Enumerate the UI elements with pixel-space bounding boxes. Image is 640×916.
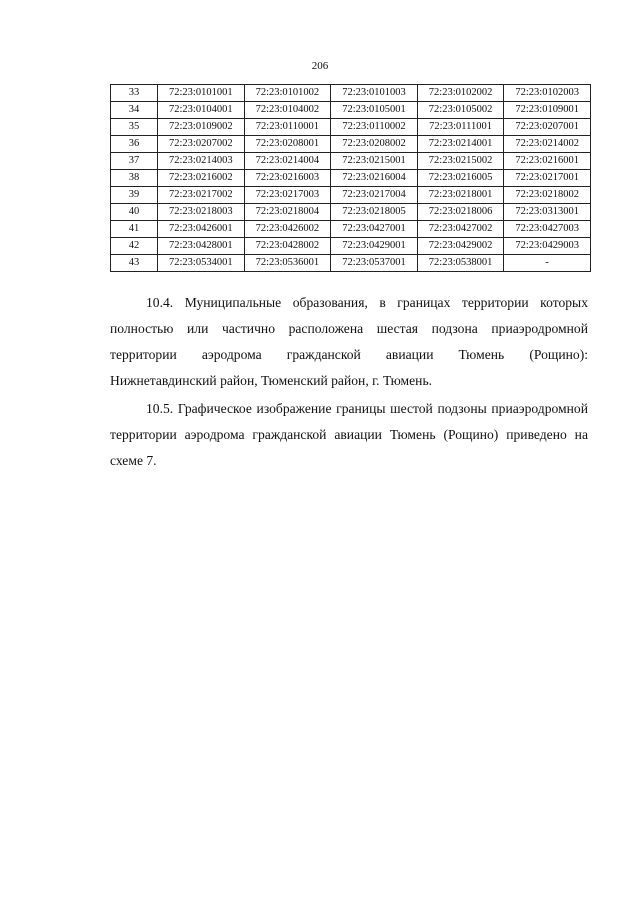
table-row: [111, 187, 591, 204]
cadastral-number-cell: 72:23:0109001: [504, 102, 591, 119]
row-number-cell: 33: [111, 85, 158, 102]
cadastral-number-cell: 72:23:0105002: [417, 102, 504, 119]
cadastral-number-cell: 72:23:0214001: [417, 136, 504, 153]
paragraph-10-4: 10.4. Муниципальные образования, в границах территории которых полностью или частично расположена шестая подзона приаэродромной территории аэродрома гражданской авиации Тюмень (Рощино): Нижнетавдинский район, Тюменский район, г. Тюмень.: [110, 295, 588, 388]
row-number-cell: 38: [111, 170, 158, 187]
cadastral-number-cell: 72:23:0218002: [504, 187, 591, 204]
cadastral-number-cell: 72:23:0426002: [244, 221, 331, 238]
cadastral-number-cell: 72:23:0216003: [244, 170, 331, 187]
table-row: [111, 85, 591, 102]
cadastral-number-cell: 72:23:0208001: [244, 136, 331, 153]
cadastral-number-cell: 72:23:0102003: [504, 85, 591, 102]
cadastral-number-cell: 72:23:0105001: [331, 102, 418, 119]
cadastral-number-cell: 72:23:0218003: [158, 204, 245, 221]
cadastral-number-cell: 72:23:0216005: [417, 170, 504, 187]
cadastral-number-cell: 72:23:0102002: [417, 85, 504, 102]
cadastral-number-cell: -: [504, 255, 591, 272]
cadastral-number-cell: 72:23:0216001: [504, 153, 591, 170]
cadastral-number-cell: 72:23:0214002: [504, 136, 591, 153]
cadastral-number-cell: 72:23:0104002: [244, 102, 331, 119]
table-body: [111, 85, 591, 272]
cadastral-number-cell: 72:23:0215002: [417, 153, 504, 170]
cadastral-number-cell: 72:23:0207002: [158, 136, 245, 153]
cadastral-number-cell: 72:23:0101002: [244, 85, 331, 102]
cadastral-number-cell: 72:23:0427001: [331, 221, 418, 238]
table-row: [111, 136, 591, 153]
cadastral-number-cell: 72:23:0313001: [504, 204, 591, 221]
row-number-cell: 42: [111, 238, 158, 255]
cadastral-number-cell: 72:23:0101003: [331, 85, 418, 102]
row-number-cell: 36: [111, 136, 158, 153]
cadastral-number-cell: 72:23:0104001: [158, 102, 245, 119]
cadastral-number-cell: 72:23:0215001: [331, 153, 418, 170]
cadastral-number-cell: 72:23:0534001: [158, 255, 245, 272]
cadastral-number-cell: 72:23:0208002: [331, 136, 418, 153]
table-row: [111, 119, 591, 136]
cadastral-number-cell: 72:23:0218004: [244, 204, 331, 221]
table-row: [111, 204, 591, 221]
row-number-cell: 34: [111, 102, 158, 119]
cadastral-number-cell: 72:23:0536001: [244, 255, 331, 272]
cadastral-number-cell: 72:23:0537001: [331, 255, 418, 272]
cadastral-number-cell: 72:23:0428001: [158, 238, 245, 255]
cadastral-number-cell: 72:23:0110002: [331, 119, 418, 136]
cadastral-number-cell: 72:23:0218005: [331, 204, 418, 221]
cadastral-number-cell: 72:23:0429002: [417, 238, 504, 255]
table-row: [111, 102, 591, 119]
table-row: [111, 238, 591, 255]
cadastral-number-cell: 72:23:0110001: [244, 119, 331, 136]
row-number-cell: 43: [111, 255, 158, 272]
cadastral-number-cell: 72:23:0207001: [504, 119, 591, 136]
cadastral-number-cell: 72:23:0217003: [244, 187, 331, 204]
cadastral-quarters-table: [110, 84, 591, 272]
paragraph-10-5: 10.5. Графическое изображение границы шестой подзоны приаэродромной территории аэродрома гражданской авиации Тюмень (Рощино) приведено на схеме 7.: [110, 401, 588, 468]
cadastral-number-cell: 72:23:0216004: [331, 170, 418, 187]
cadastral-number-cell: 72:23:0429001: [331, 238, 418, 255]
table-row: [111, 255, 591, 272]
cadastral-number-cell: 72:23:0109002: [158, 119, 245, 136]
cadastral-number-cell: 72:23:0216002: [158, 170, 245, 187]
cadastral-number-cell: 72:23:0538001: [417, 255, 504, 272]
row-number-cell: 41: [111, 221, 158, 238]
cadastral-number-cell: 72:23:0217002: [158, 187, 245, 204]
cadastral-number-cell: 72:23:0428002: [244, 238, 331, 255]
cadastral-number-cell: 72:23:0429003: [504, 238, 591, 255]
row-number-cell: 37: [111, 153, 158, 170]
row-number-cell: 39: [111, 187, 158, 204]
cadastral-number-cell: 72:23:0101001: [158, 85, 245, 102]
cadastral-number-cell: 72:23:0218006: [417, 204, 504, 221]
row-number-cell: 35: [111, 119, 158, 136]
cadastral-number-cell: 72:23:0217001: [504, 170, 591, 187]
cadastral-number-cell: 72:23:0111001: [417, 119, 504, 136]
cadastral-number-cell: 72:23:0427002: [417, 221, 504, 238]
cadastral-number-cell: 72:23:0214004: [244, 153, 331, 170]
cadastral-number-cell: 72:23:0214003: [158, 153, 245, 170]
page-number: 206: [311, 60, 329, 72]
table-row: [111, 170, 591, 187]
cadastral-number-cell: 72:23:0218001: [417, 187, 504, 204]
table-row: [111, 153, 591, 170]
cadastral-number-cell: 72:23:0427003: [504, 221, 591, 238]
cadastral-number-cell: 72:23:0217004: [331, 187, 418, 204]
cadastral-number-cell: 72:23:0426001: [158, 221, 245, 238]
row-number-cell: 40: [111, 204, 158, 221]
table-row: [111, 221, 591, 238]
